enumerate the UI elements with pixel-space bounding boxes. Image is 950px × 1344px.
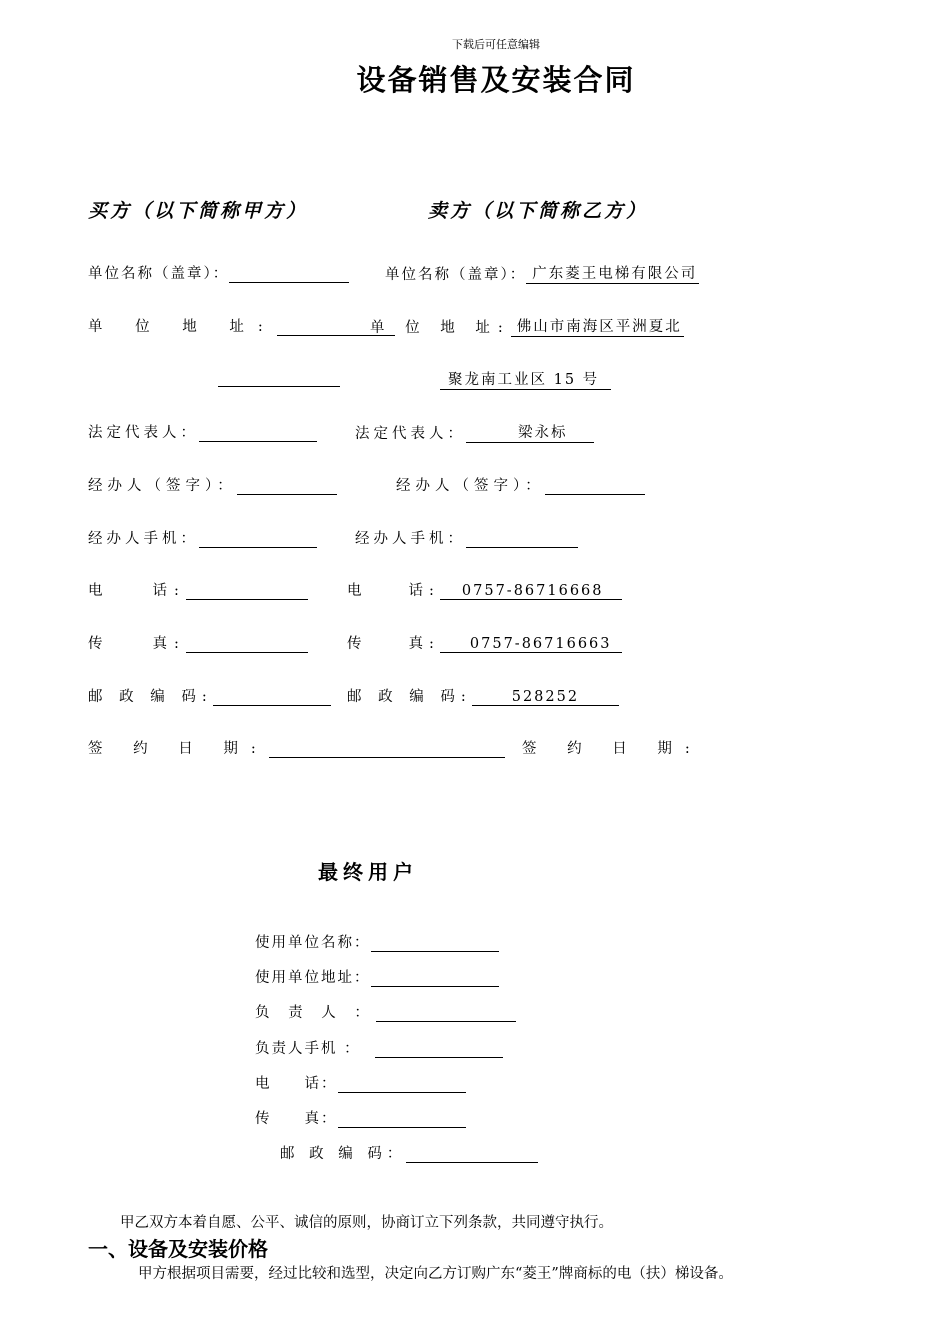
section-1-title: 一、设备及安装价格 [88, 1237, 268, 1261]
seller-fax-row [347, 632, 622, 653]
end-user-fax-label: 传 真： [255, 1111, 338, 1127]
seller-unit-name-row [385, 262, 699, 284]
buyer-handler-row [88, 474, 337, 495]
buyer-fax-row [88, 632, 308, 653]
seller-fax-value: 0757-86716663 [440, 636, 622, 653]
seller-sign-date-row [522, 737, 703, 758]
end-user-unit-name-row [255, 931, 499, 952]
buyer-postcode-label: 邮 政 编 码: [88, 689, 213, 705]
seller-sign-date-label: 签 约 日 期: [522, 741, 703, 757]
end-user-heading: 最终用户 [318, 860, 418, 884]
contract-title: 设备销售及安装合同 [356, 63, 636, 97]
buyer-phone-label: 电 话: [88, 583, 186, 599]
end-user-person-mobile-field[interactable] [375, 1041, 503, 1058]
end-user-person-field[interactable] [376, 1005, 516, 1022]
end-user-unit-address-row [255, 966, 499, 987]
buyer-address-row2 [218, 368, 340, 387]
buyer-address-label: 单 位 地 址: [88, 319, 277, 335]
end-user-person-label: 负 责 人 ： [255, 1005, 376, 1021]
seller-handler-mobile-field[interactable] [466, 531, 578, 548]
buyer-handler-mobile-label: 经办人手机： [88, 531, 199, 547]
seller-address-label: 单 位 地 址: [370, 320, 511, 336]
end-user-phone-label: 电 话： [255, 1076, 338, 1092]
end-user-phone-field[interactable] [338, 1076, 466, 1093]
end-user-unit-address-field[interactable] [371, 970, 499, 987]
buyer-phone-row [88, 579, 308, 600]
buyer-sign-date-label: 签 约 日 期: [88, 741, 269, 757]
seller-fax-label: 传 真: [347, 636, 440, 652]
buyer-unit-name-label: 单位名称（盖章）： [88, 266, 230, 282]
buyer-legal-rep-field[interactable] [199, 425, 317, 442]
buyer-unit-name-field[interactable] [229, 266, 349, 283]
buyer-postcode-field[interactable] [213, 689, 331, 706]
buyer-handler-label: 经办人（签字）： [88, 478, 237, 494]
seller-postcode-value: 528252 [472, 689, 619, 706]
seller-unit-name-label: 单位名称（盖章）： [385, 267, 527, 283]
seller-postcode-row [347, 685, 619, 706]
buyer-heading: 买方（以下简称甲方） [88, 200, 309, 222]
end-user-fax-row [255, 1107, 466, 1128]
seller-address-line1: 佛山市南海区平洲夏北 [511, 315, 684, 337]
seller-phone-row [347, 579, 622, 600]
end-user-phone-row [255, 1072, 466, 1093]
section-1-text: 甲方根据项目需要，经过比较和选型，决定向乙方订购广东“菱王”牌商标的电（扶）梯设备。 [138, 1266, 733, 1282]
buyer-legal-rep-row [88, 421, 317, 442]
buyer-address-field-2[interactable] [218, 370, 340, 387]
end-user-unit-name-label: 使用单位名称： [255, 935, 371, 951]
seller-handler-mobile-label: 经办人手机： [355, 531, 466, 547]
end-user-postcode-label: 邮 政 编 码： [280, 1146, 407, 1162]
buyer-legal-rep-label: 法定代表人： [88, 425, 199, 441]
seller-unit-name-value: 广东菱王电梯有限公司 [526, 262, 699, 284]
end-user-postcode-field[interactable] [406, 1146, 538, 1163]
seller-handler-label: 经办人（签字）： [396, 478, 545, 494]
seller-address-row [370, 315, 684, 337]
download-note: 下载后可任意编辑 [452, 38, 540, 51]
seller-legal-rep-value: 梁永标 [466, 421, 594, 443]
buyer-postcode-row [88, 685, 331, 706]
seller-handler-mobile-row [355, 527, 578, 548]
end-user-unit-name-field[interactable] [371, 935, 499, 952]
end-user-fax-field[interactable] [338, 1111, 466, 1128]
buyer-handler-mobile-field[interactable] [199, 531, 317, 548]
seller-legal-rep-label: 法定代表人： [355, 426, 466, 442]
end-user-postcode-row [280, 1142, 538, 1163]
seller-address-row2 [440, 368, 611, 390]
intro-paragraph: 甲乙双方本着自愿、公平、诚信的原则，协商订立下列条款，共同遵守执行。 [120, 1215, 613, 1231]
end-user-person-mobile-row [255, 1037, 503, 1058]
buyer-phone-field[interactable] [186, 583, 308, 600]
buyer-sign-date-row [88, 737, 505, 758]
buyer-fax-label: 传 真: [88, 636, 186, 652]
seller-postcode-label: 邮 政 编 码: [347, 689, 472, 705]
seller-phone-value: 0757-86716668 [440, 583, 622, 600]
seller-phone-label: 电 话: [347, 583, 440, 599]
buyer-unit-name-row [88, 262, 349, 283]
seller-handler-field[interactable] [545, 478, 645, 495]
end-user-person-row [255, 1001, 516, 1022]
end-user-unit-address-label: 使用单位地址： [255, 970, 371, 986]
buyer-fax-field[interactable] [186, 636, 308, 653]
seller-handler-row [396, 474, 645, 495]
seller-legal-rep-row [355, 421, 594, 443]
buyer-handler-field[interactable] [237, 478, 337, 495]
end-user-person-mobile-label: 负责人手机 ： [255, 1041, 361, 1057]
buyer-address-row [88, 315, 395, 336]
buyer-sign-date-field[interactable] [269, 741, 505, 758]
seller-heading: 卖方（以下简称乙方） [428, 200, 649, 222]
buyer-handler-mobile-row [88, 527, 317, 548]
seller-address-line2: 聚龙南工业区 15 号 [440, 368, 611, 390]
